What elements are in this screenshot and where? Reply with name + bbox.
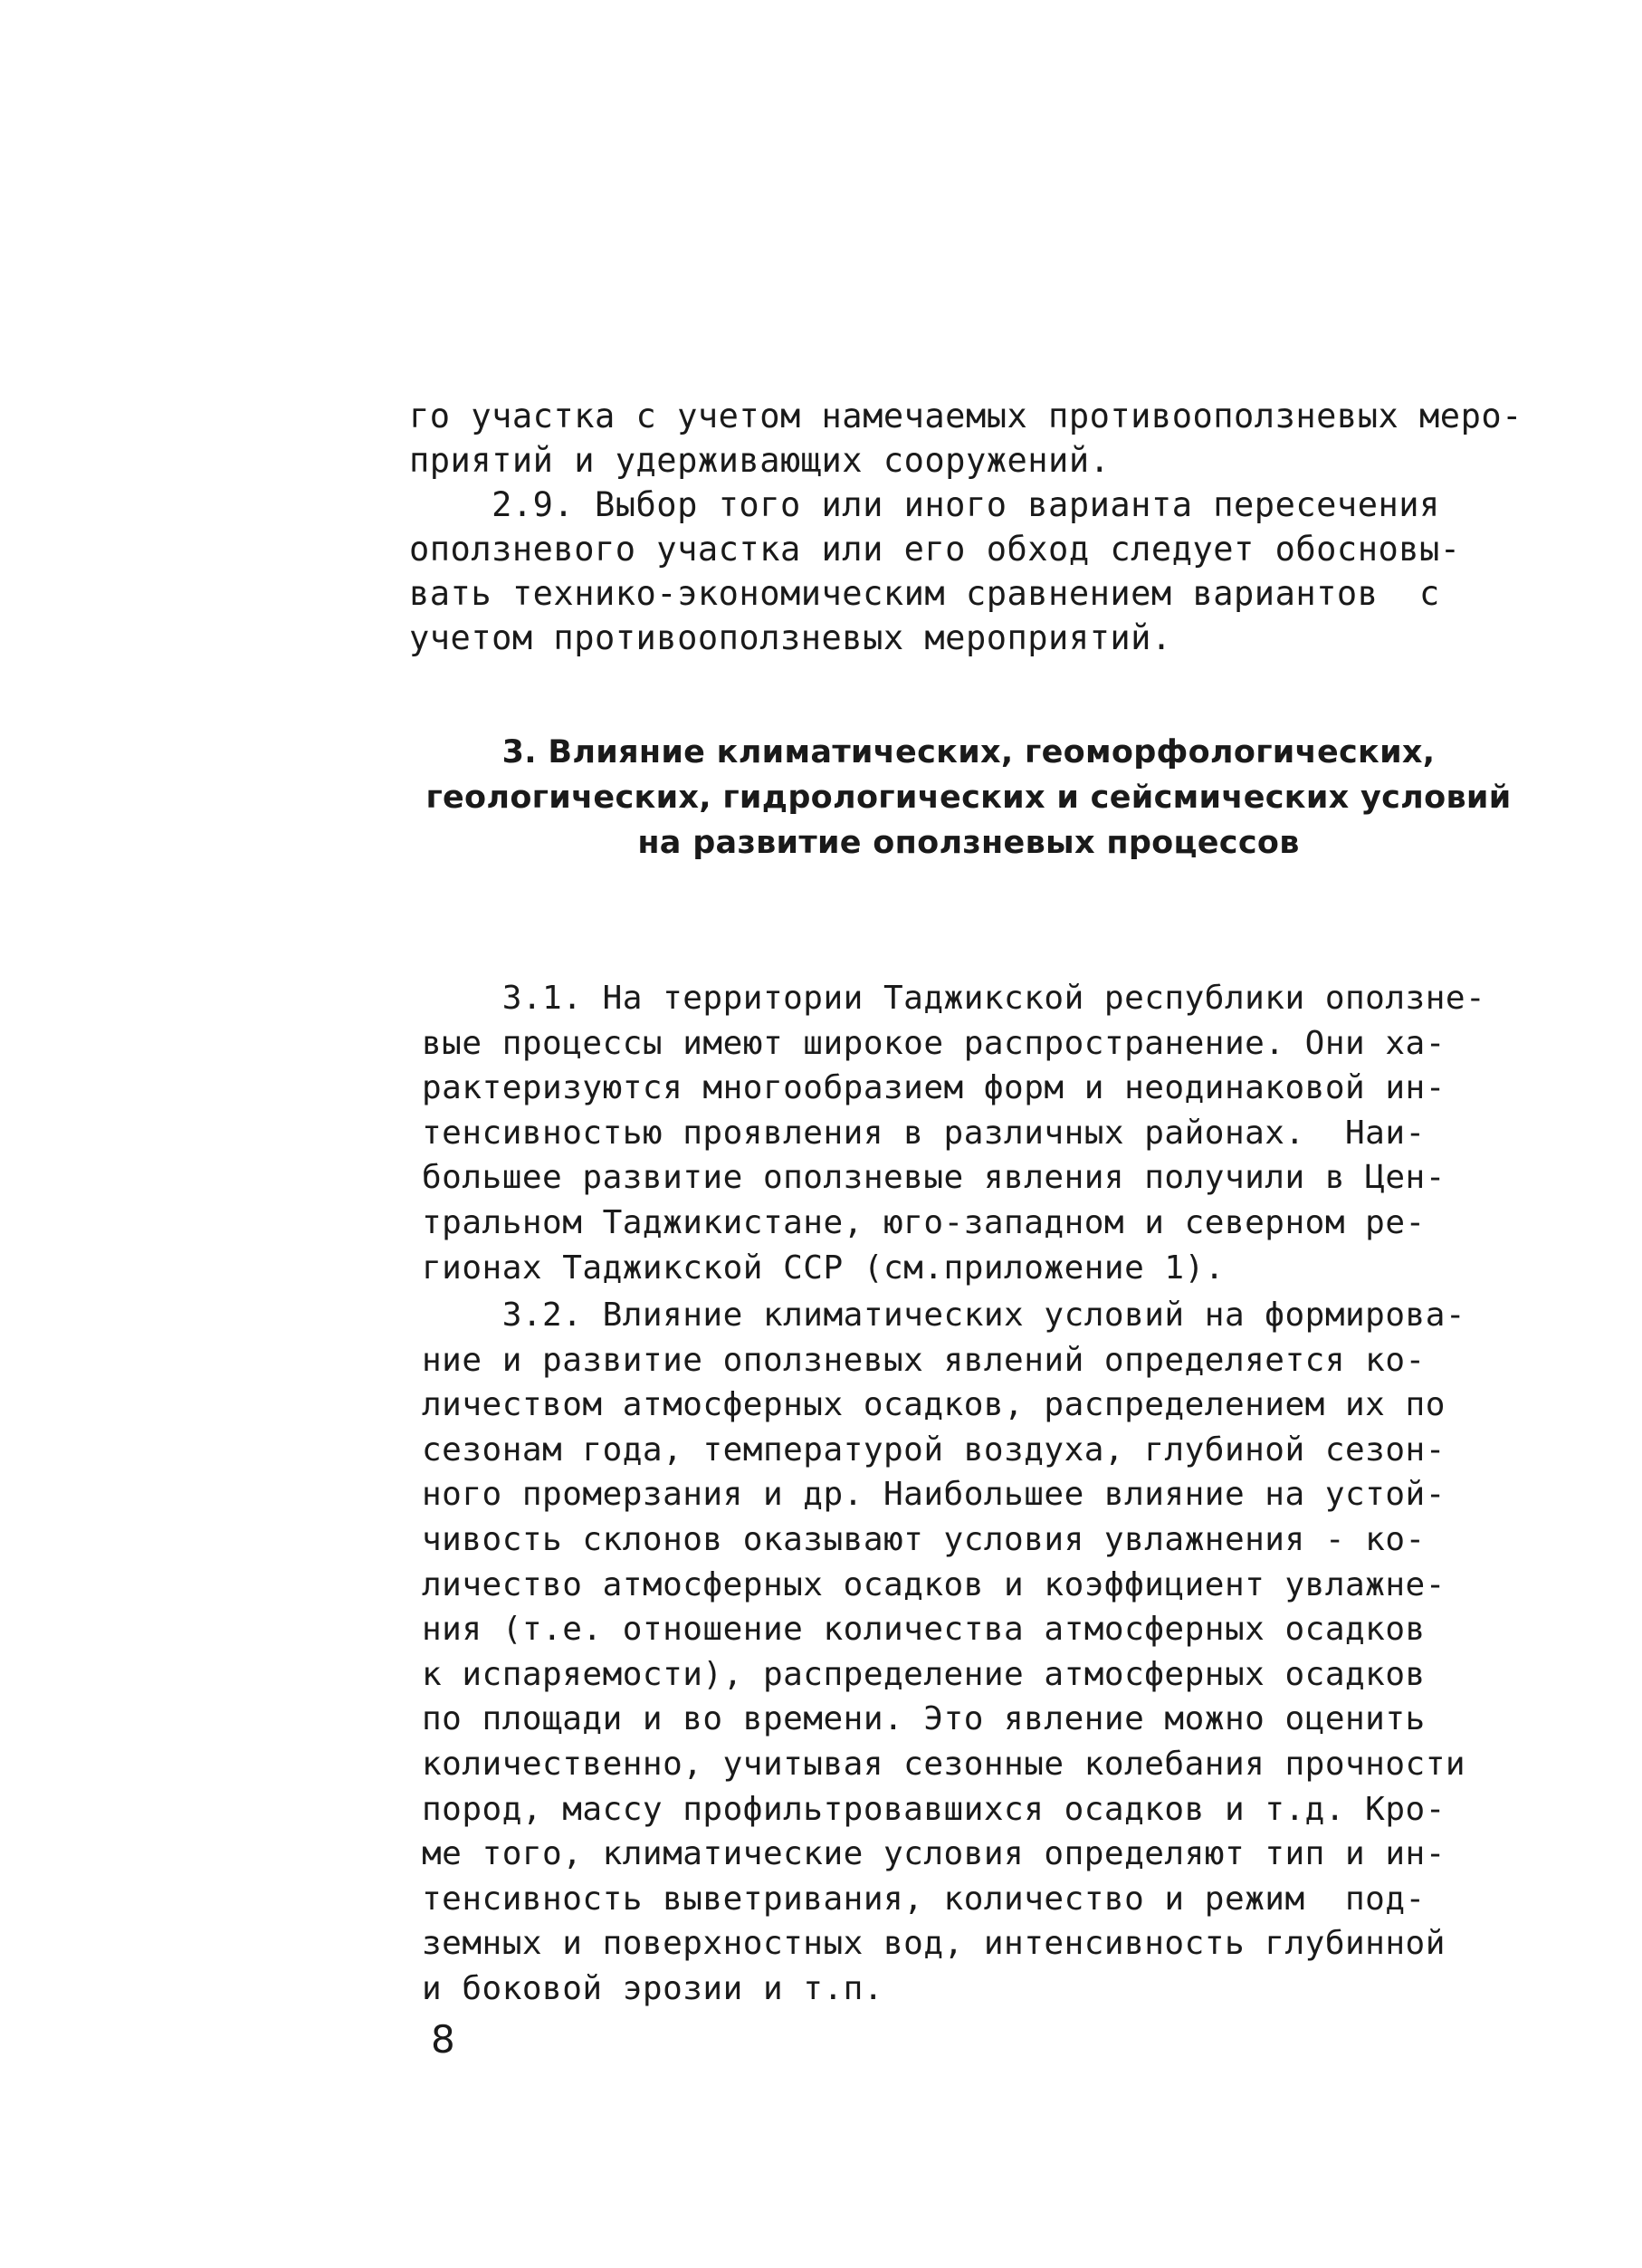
text-line: личество атмосферных осадков и коэффициент увлажне-: [422, 1565, 1446, 1603]
paragraph-2-9: [409, 483, 1532, 660]
heading-line: геологических, гидрологических и сейсмических условий: [425, 780, 1512, 816]
text-line: 2.9. Выбор того или иного варианта пересечения: [409, 485, 1440, 524]
text-line: ме того, климатические условия определяют тип и ин-: [422, 1835, 1446, 1873]
text-line: рактеризуются многообразием форм и неодинаковой ин-: [422, 1069, 1446, 1107]
text-line: большее развитие оползневые явления получили в Цен-: [422, 1159, 1446, 1197]
text-line: 3.1. На территории Таджикской республики оползне-: [422, 980, 1486, 1017]
page-number: 8: [431, 2017, 455, 2062]
text-line: тенсивностью проявления в различных районах. Наи-: [422, 1114, 1426, 1152]
paragraph-3-2: [422, 1293, 1544, 2012]
section-heading: [380, 730, 1557, 866]
heading-line: 3. Влияние климатических, геоморфологических,: [501, 734, 1436, 770]
text-line: тенсивность выветривания, количество и режим под-: [422, 1880, 1426, 1918]
text-line: чивость склонов оказывают условия увлажнения - ко-: [422, 1520, 1426, 1558]
text-line: го участка с учетом намечаемых противооползневых меро-: [409, 397, 1523, 435]
text-line: пород, массу профильтровавшихся осадков и т.д. Кро-: [422, 1790, 1446, 1828]
text-line: учетом противооползневых мероприятий.: [409, 618, 1172, 657]
text-line: гионах Таджикской ССР (см.приложение 1).: [422, 1249, 1225, 1287]
text-line: ного промерзания и др. Наибольшее влияние на устой-: [422, 1476, 1446, 1514]
text-line: количественно, учитывая сезонные колебания прочности: [422, 1745, 1466, 1783]
paragraph-3-1: [422, 976, 1544, 1290]
text-line: и боковой эрозии и т.п.: [422, 1969, 883, 2007]
text-line: тральном Таджикистане, юго-западном и северном ре-: [422, 1203, 1426, 1241]
text-line: ние и развитие оползневых явлений определяется ко-: [422, 1341, 1426, 1379]
text-line: личеством атмосферных осадков, распределением их по: [422, 1386, 1446, 1424]
continuation-paragraph: [409, 394, 1532, 483]
text-line: приятий и удерживающих сооружений.: [409, 441, 1111, 480]
text-line: ния (т.е. отношение количества атмосферных осадков: [422, 1611, 1426, 1649]
text-line: вать технико-экономическим сравнением вариантов с: [409, 574, 1440, 613]
text-line: оползневого участка или его обход следует обосновы-: [409, 530, 1461, 569]
heading-line: на развитие оползневых процессов: [637, 825, 1300, 861]
text-line: сезонам года, температурой воздуха, глубиной сезон-: [422, 1431, 1446, 1469]
text-line: 3.2. Влияние климатических условий на формирова-: [422, 1297, 1466, 1334]
text-line: по площади и во времени. Это явление можно оценить: [422, 1700, 1426, 1738]
text-line: вые процессы имеют широкое распространение. Они ха-: [422, 1024, 1446, 1062]
text-line: земных и поверхностных вод, интенсивность глубинной: [422, 1925, 1446, 1963]
text-line: к испаряемости), распределение атмосферных осадков: [422, 1655, 1426, 1693]
